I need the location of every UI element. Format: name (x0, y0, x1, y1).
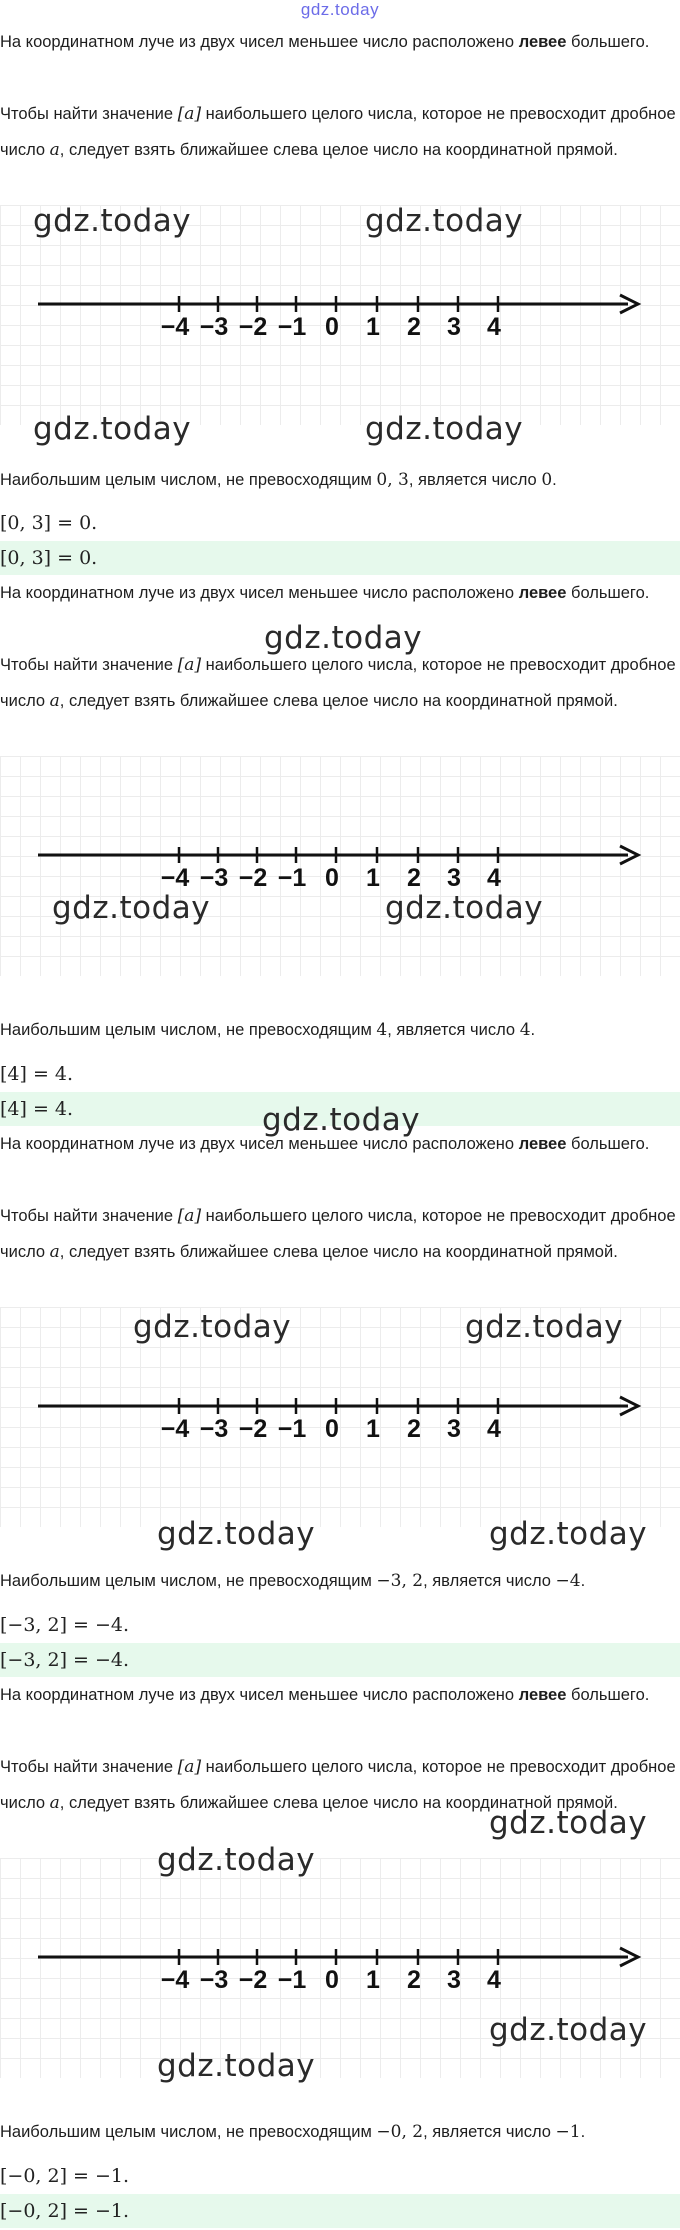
watermark: gdz.today (489, 1805, 648, 1841)
number-line-label: 2 (407, 313, 421, 341)
intro-paragraph: На координатном луче из двух чисел меньшее число расположено левее большего. (0, 33, 650, 51)
conclusion-text: Наибольшим целым числом, не превосходящим 0, 3, является число 0. (0, 470, 557, 490)
watermark: gdz.today (52, 890, 211, 926)
watermark: gdz.today (465, 1309, 624, 1345)
conclusion-text: Наибольшим целым числом, не превосходящим −0, 2, является число −1. (0, 2122, 586, 2142)
watermark: gdz.today (157, 1842, 316, 1878)
number-line-label: 1 (366, 864, 380, 892)
conclusion-text: Наибольшим целым числом, не превосходящим −3, 2, является число −4. (0, 1571, 586, 1591)
method-paragraph: Чтобы найти значение [a] наибольшего целого числа, которое не превосходит дробное число a, следует взять ближайшее слева целое число на координатной прямой. (0, 104, 676, 160)
number-line-label: 1 (366, 1966, 380, 1994)
method-paragraph: Чтобы найти значение [a] наибольшего целого числа, которое не превосходит дробное число a, следует взять ближайшее слева целое число на координатной прямой. (0, 1757, 676, 1813)
number-line-label: 2 (407, 864, 421, 892)
watermark: gdz.today (157, 1516, 316, 1552)
watermark: gdz.today (262, 1102, 421, 1138)
number-line-label: 3 (447, 1966, 461, 1994)
number-line-label: 4 (487, 1966, 501, 1994)
number-line-label: −2 (238, 313, 268, 341)
number-line-label: 1 (366, 313, 380, 341)
number-line-label: −1 (277, 1415, 307, 1443)
result-formula: [4] = 4. (0, 1063, 74, 1085)
method-paragraph: Чтобы найти значение [a] наибольшего целого числа, которое не превосходит дробное число a, следует взять ближайшее слева целое число на координатной прямой. (0, 655, 676, 711)
number-line-label: 0 (325, 1415, 339, 1443)
number-line-label: −1 (277, 313, 307, 341)
intro-paragraph: На координатном луче из двух чисел меньшее число расположено левее большего. (0, 1686, 650, 1704)
number-line-label: −1 (277, 864, 307, 892)
result-formula: [−0, 2] = −1. (0, 2165, 130, 2187)
intro-paragraph: На координатном луче из двух чисел меньшее число расположено левее большего. (0, 584, 650, 602)
number-line (0, 1307, 680, 1527)
watermark: gdz.today (365, 203, 524, 239)
watermark: gdz.today (365, 411, 524, 447)
number-line-label: 4 (487, 1415, 501, 1443)
number-line-label: 0 (325, 864, 339, 892)
number-line-label: −2 (238, 1966, 268, 1994)
result-formula: [−3, 2] = −4. (0, 1614, 130, 1636)
number-line (0, 205, 680, 425)
number-line-label: 3 (447, 313, 461, 341)
number-line-label: 0 (325, 1966, 339, 1994)
number-line-label: 4 (487, 313, 501, 341)
number-line-label: 3 (447, 864, 461, 892)
site-header-link[interactable]: gdz.today (300, 0, 380, 19)
number-line-label: 2 (407, 1415, 421, 1443)
answer-box: [0, 3] = 0. (0, 541, 680, 575)
conclusion-text: Наибольшим целым числом, не превосходящим 4, является число 4. (0, 1020, 536, 1040)
watermark: gdz.today (489, 2012, 648, 2048)
number-line-label: −3 (199, 1415, 229, 1443)
number-line-label: −2 (238, 864, 268, 892)
answer-box: [4] = 4. (0, 1092, 680, 1126)
watermark: gdz.today (33, 203, 192, 239)
number-line-label: −3 (199, 1966, 229, 1994)
number-line-label: 0 (325, 313, 339, 341)
intro-paragraph: На координатном луче из двух чисел меньшее число расположено левее большего. (0, 1135, 650, 1153)
watermark: gdz.today (385, 890, 544, 926)
number-line-label: 3 (447, 1415, 461, 1443)
number-line-label: 4 (487, 864, 501, 892)
watermark: gdz.today (133, 1309, 292, 1345)
watermark: gdz.today (489, 1516, 648, 1552)
number-line-label: −2 (238, 1415, 268, 1443)
watermark: gdz.today (157, 2048, 316, 2084)
number-line-label: −1 (277, 1966, 307, 1994)
number-line-label: 2 (407, 1966, 421, 1994)
number-line-label: −4 (160, 864, 190, 892)
number-line-label: −3 (199, 864, 229, 892)
number-line-label: −4 (160, 313, 190, 341)
number-line-label: −4 (160, 1415, 190, 1443)
number-line-graph (0, 1307, 680, 1527)
answer-box: [−0, 2] = −1. (0, 2194, 680, 2228)
number-line-graph (0, 1858, 680, 2078)
answer-box: [−3, 2] = −4. (0, 1643, 680, 1677)
number-line-graph (0, 205, 680, 425)
number-line-label: 1 (366, 1415, 380, 1443)
number-line-label: −3 (199, 313, 229, 341)
method-paragraph: Чтобы найти значение [a] наибольшего целого числа, которое не превосходит дробное число a, следует взять ближайшее слева целое число на координатной прямой. (0, 1206, 676, 1262)
result-formula: [0, 3] = 0. (0, 512, 98, 534)
number-line (0, 1858, 680, 2078)
watermark: gdz.today (264, 620, 423, 656)
number-line-graph (0, 756, 680, 976)
number-line-label: −4 (160, 1966, 190, 1994)
number-line (0, 756, 680, 976)
watermark: gdz.today (33, 411, 192, 447)
